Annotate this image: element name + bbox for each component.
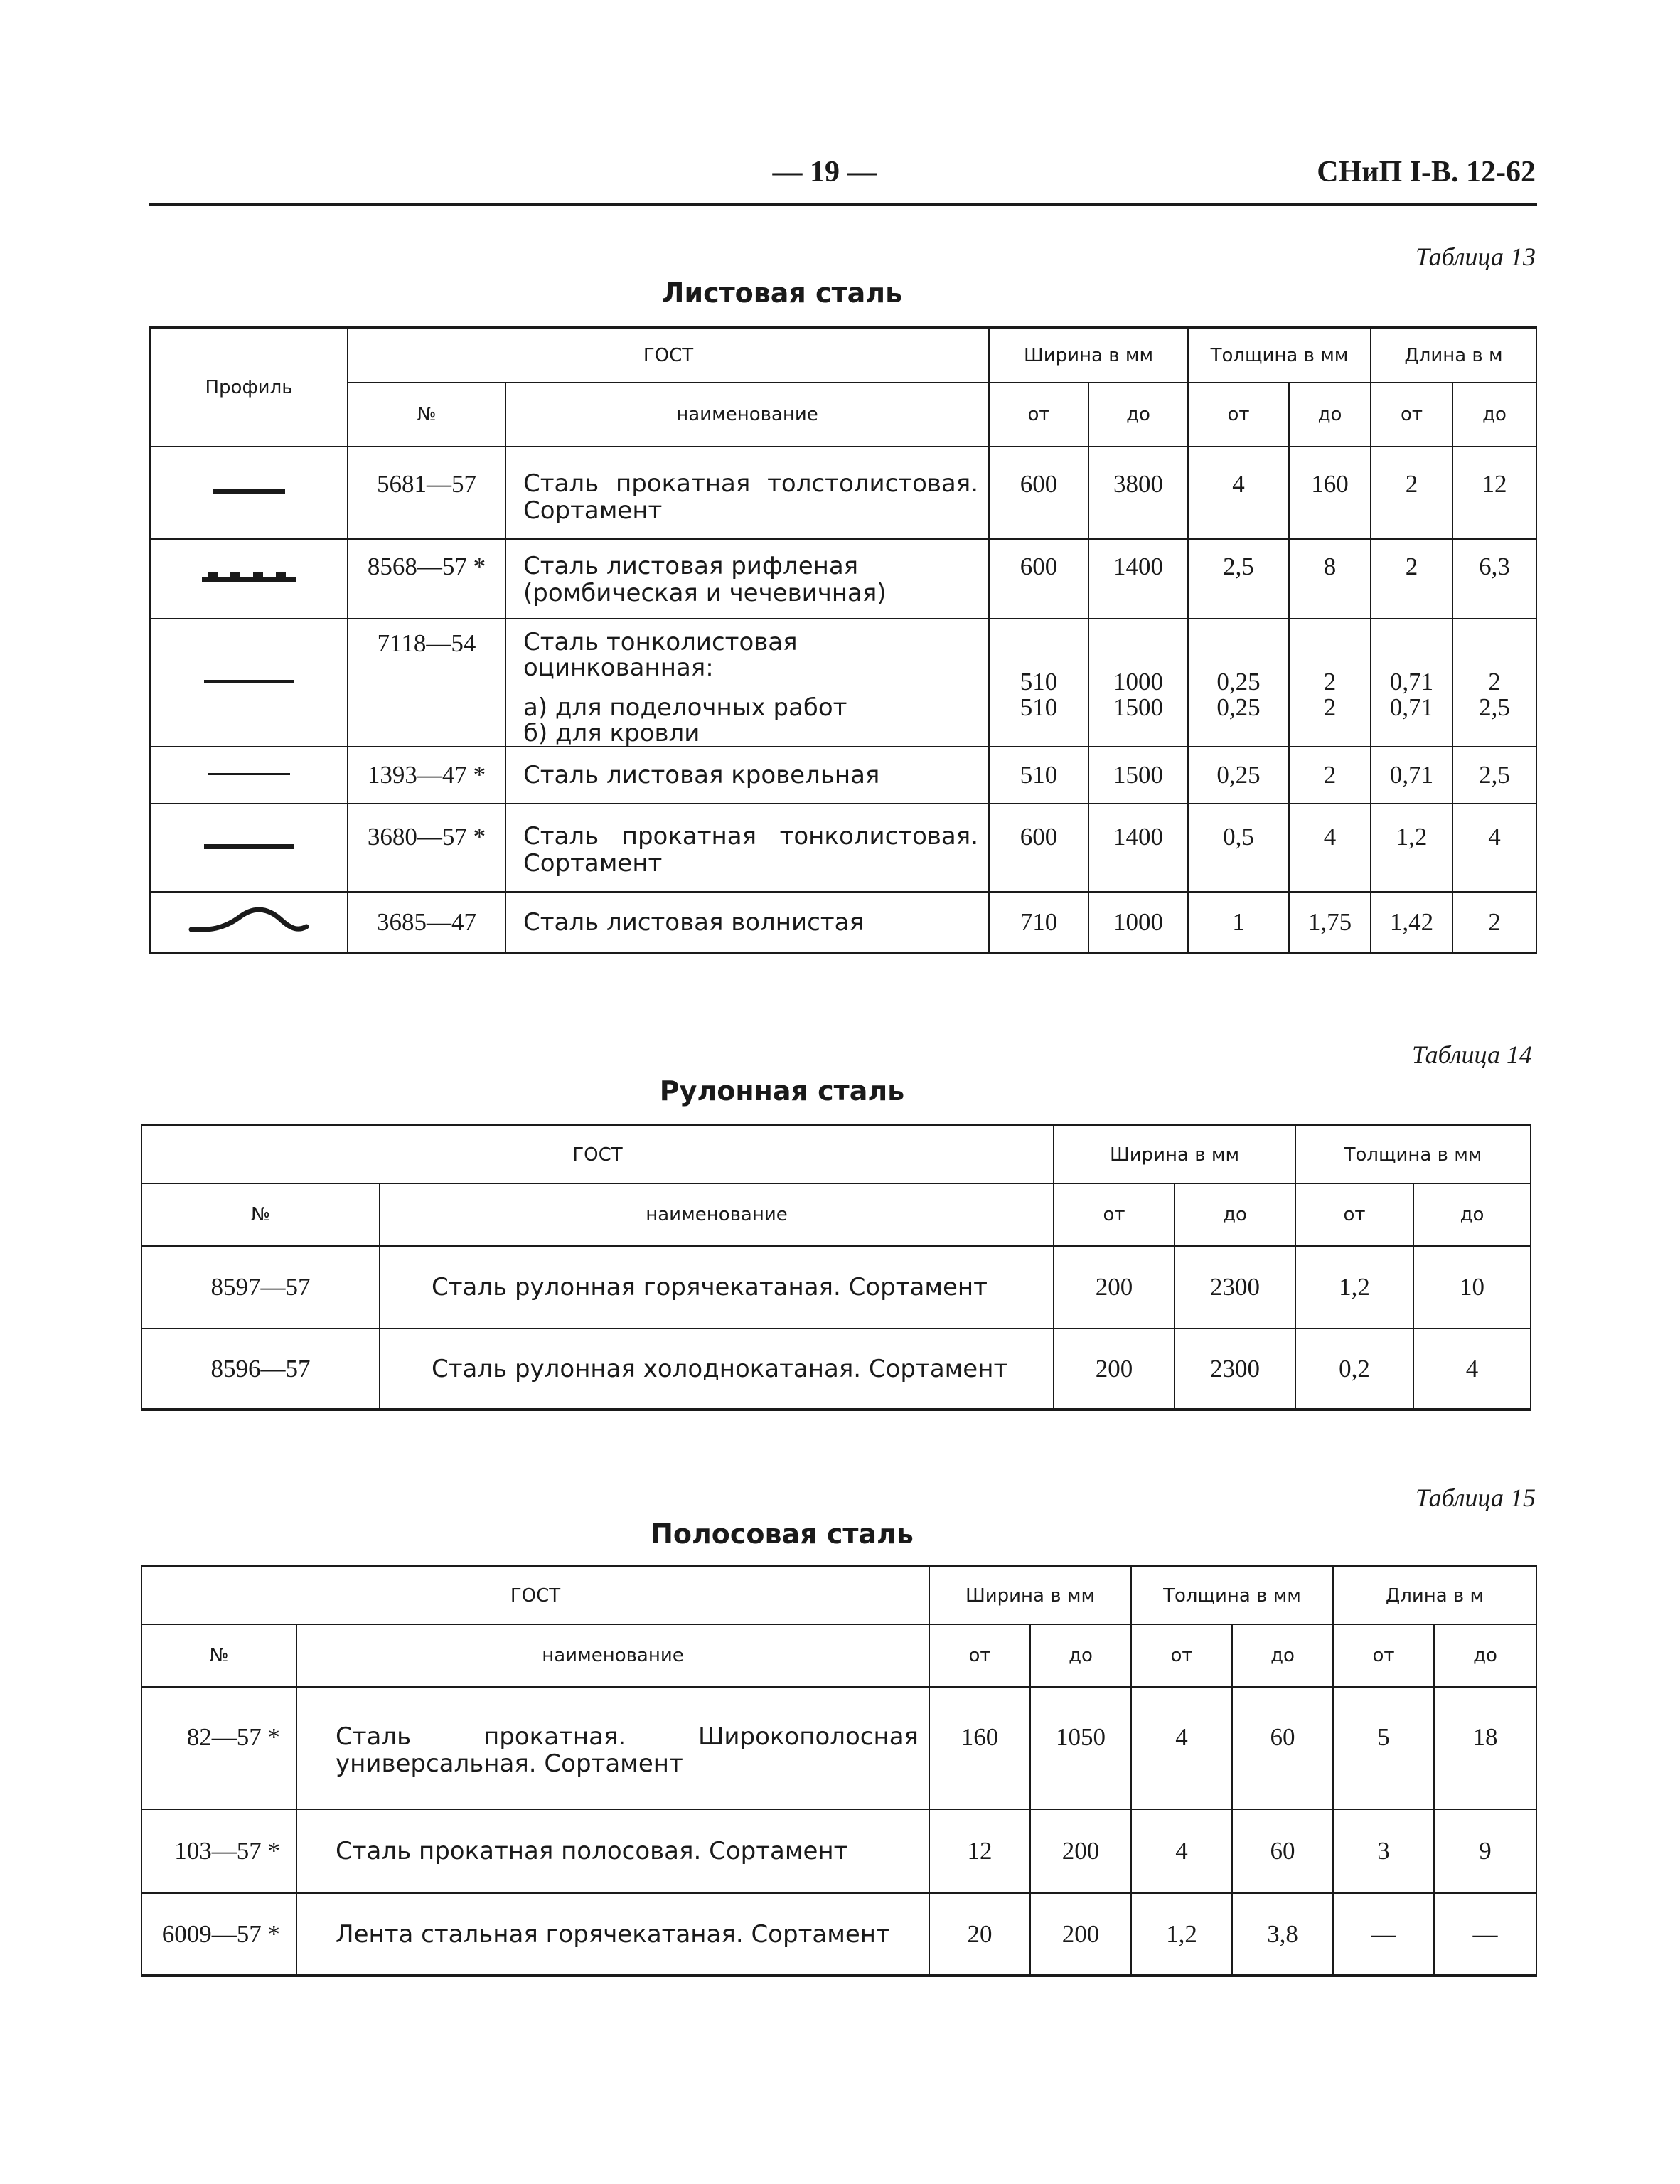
thin-rolled-plate-profile-icon xyxy=(150,804,348,892)
table-15-label: Таблица 15 xyxy=(1415,1483,1536,1512)
corrugated-sheet-profile-icon xyxy=(150,892,348,953)
table-row xyxy=(150,619,1536,747)
length-to: 12 xyxy=(1452,447,1536,539)
width-from: 600 xyxy=(989,447,1088,539)
header-length-from: от xyxy=(1333,1624,1434,1687)
table-13-title: Листовая сталь xyxy=(661,277,903,309)
table-row xyxy=(150,747,1536,804)
thickness-from: 4 xyxy=(1131,1687,1232,1809)
gost-number: 103—57 * xyxy=(141,1809,296,1893)
width-from: 710 xyxy=(989,892,1088,953)
gost-name: Сталь листовая кровельная xyxy=(505,747,989,804)
length-from: 0,71 xyxy=(1371,747,1452,804)
table-14-label: Таблица 14 xyxy=(1411,1040,1532,1069)
header-no: № xyxy=(141,1183,380,1246)
table-row xyxy=(150,804,1536,892)
header-length-to: до xyxy=(1434,1624,1536,1687)
width-from: 160 xyxy=(929,1687,1030,1809)
table-13 xyxy=(149,326,1537,954)
width-from: 12 xyxy=(929,1809,1030,1893)
sub-item-b: б) для кровли xyxy=(523,719,700,747)
width-to: 2300 xyxy=(1175,1328,1295,1410)
thickness-from: 0,25 0,25 xyxy=(1188,619,1289,747)
header-thickness-from: от xyxy=(1188,383,1289,447)
header-thickness-to: до xyxy=(1232,1624,1333,1687)
length-to: 2,5 xyxy=(1452,747,1536,804)
width-from: 510 510 xyxy=(989,619,1088,747)
header-name: наименование xyxy=(505,383,989,447)
length-from: 2 xyxy=(1371,539,1452,619)
length-to: 2 2,5 xyxy=(1452,619,1536,747)
header-width-from: от xyxy=(1054,1183,1175,1246)
header-thickness: Толщина в мм xyxy=(1131,1566,1333,1624)
header-length-to: до xyxy=(1452,383,1536,447)
header-width: Ширина в мм xyxy=(1054,1125,1295,1183)
table-row xyxy=(150,447,1536,539)
gost-name: Сталь прокатная толстолистовая. Сортамент xyxy=(505,447,989,539)
gost-name: Сталь листовая волнистая xyxy=(505,892,989,953)
length-from: 1,42 xyxy=(1371,892,1452,953)
header-gost: ГОСТ xyxy=(348,327,989,383)
sub-item-a: а) для поделочных работ xyxy=(523,693,847,722)
header-rule xyxy=(149,203,1537,206)
length-from: 0,71 0,71 xyxy=(1371,619,1452,747)
length-to: — xyxy=(1434,1893,1536,1976)
table-13-label: Таблица 13 xyxy=(1415,243,1536,271)
length-from: 1,2 xyxy=(1371,804,1452,892)
thickness-to: 4 xyxy=(1289,804,1371,892)
width-to: 3800 xyxy=(1088,447,1188,539)
gost-name: Сталь рулонная горячекатаная. Сортамент xyxy=(380,1246,1054,1328)
width-from: 20 xyxy=(929,1893,1030,1976)
thickness-from: 0,5 xyxy=(1188,804,1289,892)
thickness-from: 4 xyxy=(1188,447,1289,539)
header-width-from: от xyxy=(989,383,1088,447)
length-to: 2 xyxy=(1452,892,1536,953)
thick-plate-profile-icon xyxy=(150,447,348,539)
page-number: — 19 — xyxy=(772,156,877,188)
table-14-title: Рулонная сталь xyxy=(659,1075,905,1107)
table-15-title: Полосовая сталь xyxy=(651,1518,914,1550)
gost-name: Сталь листовая рифленая (ромбическая и чечевичная) xyxy=(505,539,989,619)
length-from: 5 xyxy=(1333,1687,1434,1809)
thickness-to: 160 xyxy=(1289,447,1371,539)
header-thickness-to: до xyxy=(1289,383,1371,447)
header-length-from: от xyxy=(1371,383,1452,447)
gost-number: 3685—47 xyxy=(348,892,505,953)
header-width: Ширина в мм xyxy=(929,1566,1131,1624)
header-no: № xyxy=(141,1624,296,1687)
width-to: 1500 xyxy=(1088,747,1188,804)
header-thickness-from: от xyxy=(1295,1183,1413,1246)
table-row xyxy=(141,1893,1536,1976)
width-from: 200 xyxy=(1054,1246,1175,1328)
length-from: 2 xyxy=(1371,447,1452,539)
header-gost: ГОСТ xyxy=(141,1566,929,1624)
thickness-to: 4 xyxy=(1413,1328,1531,1410)
thickness-to: 3,8 xyxy=(1232,1893,1333,1976)
header-thickness: Толщина в мм xyxy=(1188,327,1371,383)
thickness-from: 4 xyxy=(1131,1809,1232,1893)
gost-name: Сталь тонколистовая оцинкованная: xyxy=(523,628,798,682)
header-width-from: от xyxy=(929,1624,1030,1687)
thickness-from: 0,25 xyxy=(1188,747,1289,804)
thickness-to: 8 xyxy=(1289,539,1371,619)
width-to: 1050 xyxy=(1030,1687,1131,1809)
gost-number: 7118—54 xyxy=(348,619,505,747)
gost-name: Сталь прокатная. Широкополосная универсальная. Сортамент xyxy=(296,1687,929,1809)
header-thickness: Толщина в мм xyxy=(1295,1125,1531,1183)
thickness-to: 10 xyxy=(1413,1246,1531,1328)
header-length: Длина в м xyxy=(1371,327,1536,383)
table-15 xyxy=(141,1565,1537,1977)
header-name: наименование xyxy=(296,1624,929,1687)
header-width-to: до xyxy=(1088,383,1188,447)
length-from: 3 xyxy=(1333,1809,1434,1893)
gost-number: 82—57 * xyxy=(141,1687,296,1809)
table-row xyxy=(150,539,1536,619)
gost-number: 1393—47 * xyxy=(348,747,505,804)
gost-number: 8596—57 xyxy=(141,1328,380,1410)
header-no: № xyxy=(348,383,505,447)
table-row xyxy=(141,1328,1531,1410)
header-thickness-from: от xyxy=(1131,1624,1232,1687)
width-to: 1000 xyxy=(1088,892,1188,953)
thickness-from: 1 xyxy=(1188,892,1289,953)
header-length: Длина в м xyxy=(1333,1566,1536,1624)
gost-name-group xyxy=(505,619,989,747)
table-row xyxy=(141,1809,1536,1893)
gost-number: 8597—57 xyxy=(141,1246,380,1328)
thin-plate-profile-icon xyxy=(150,619,348,747)
thickness-from: 2,5 xyxy=(1188,539,1289,619)
table-row xyxy=(141,1687,1536,1809)
header-profile: Профиль xyxy=(150,327,348,447)
table-row xyxy=(150,892,1536,953)
thickness-to: 1,75 xyxy=(1289,892,1371,953)
length-to: 18 xyxy=(1434,1687,1536,1809)
thickness-from: 0,2 xyxy=(1295,1328,1413,1410)
thickness-to: 60 xyxy=(1232,1809,1333,1893)
roofing-sheet-profile-icon xyxy=(150,747,348,804)
header-width-to: до xyxy=(1030,1624,1131,1687)
gost-number: 5681—57 xyxy=(348,447,505,539)
width-to: 1400 xyxy=(1088,804,1188,892)
width-to: 2300 xyxy=(1175,1246,1295,1328)
width-from: 600 xyxy=(989,539,1088,619)
header-width: Ширина в мм xyxy=(989,327,1188,383)
length-to: 9 xyxy=(1434,1809,1536,1893)
length-to: 4 xyxy=(1452,804,1536,892)
length-to: 6,3 xyxy=(1452,539,1536,619)
thickness-to: 60 xyxy=(1232,1687,1333,1809)
width-from: 510 xyxy=(989,747,1088,804)
document-code: СНиП I-В. 12-62 xyxy=(1317,156,1536,188)
header-width-to: до xyxy=(1175,1183,1295,1246)
header-thickness-to: до xyxy=(1413,1183,1531,1246)
checkered-plate-profile-icon xyxy=(150,539,348,619)
width-from: 600 xyxy=(989,804,1088,892)
header-name: наименование xyxy=(380,1183,1054,1246)
thickness-from: 1,2 xyxy=(1295,1246,1413,1328)
width-to: 200 xyxy=(1030,1893,1131,1976)
length-from: — xyxy=(1333,1893,1434,1976)
gost-name: Лента стальная горячекатаная. Сортамент xyxy=(296,1893,929,1976)
gost-number: 3680—57 * xyxy=(348,804,505,892)
table-14 xyxy=(141,1124,1531,1411)
gost-number: 8568—57 * xyxy=(348,539,505,619)
gost-name: Сталь рулонная холоднокатаная. Сортамент xyxy=(380,1328,1054,1410)
width-to: 1000 1500 xyxy=(1088,619,1188,747)
width-to: 200 xyxy=(1030,1809,1131,1893)
table-row xyxy=(141,1246,1531,1328)
width-to: 1400 xyxy=(1088,539,1188,619)
thickness-from: 1,2 xyxy=(1131,1893,1232,1976)
header-gost: ГОСТ xyxy=(141,1125,1054,1183)
gost-name: Сталь прокатная тонколистовая. Сортамент xyxy=(505,804,989,892)
thickness-to: 2 2 xyxy=(1289,619,1371,747)
thickness-to: 2 xyxy=(1289,747,1371,804)
gost-number: 6009—57 * xyxy=(141,1893,296,1976)
width-from: 200 xyxy=(1054,1328,1175,1410)
gost-name: Сталь прокатная полосовая. Сортамент xyxy=(296,1809,929,1893)
